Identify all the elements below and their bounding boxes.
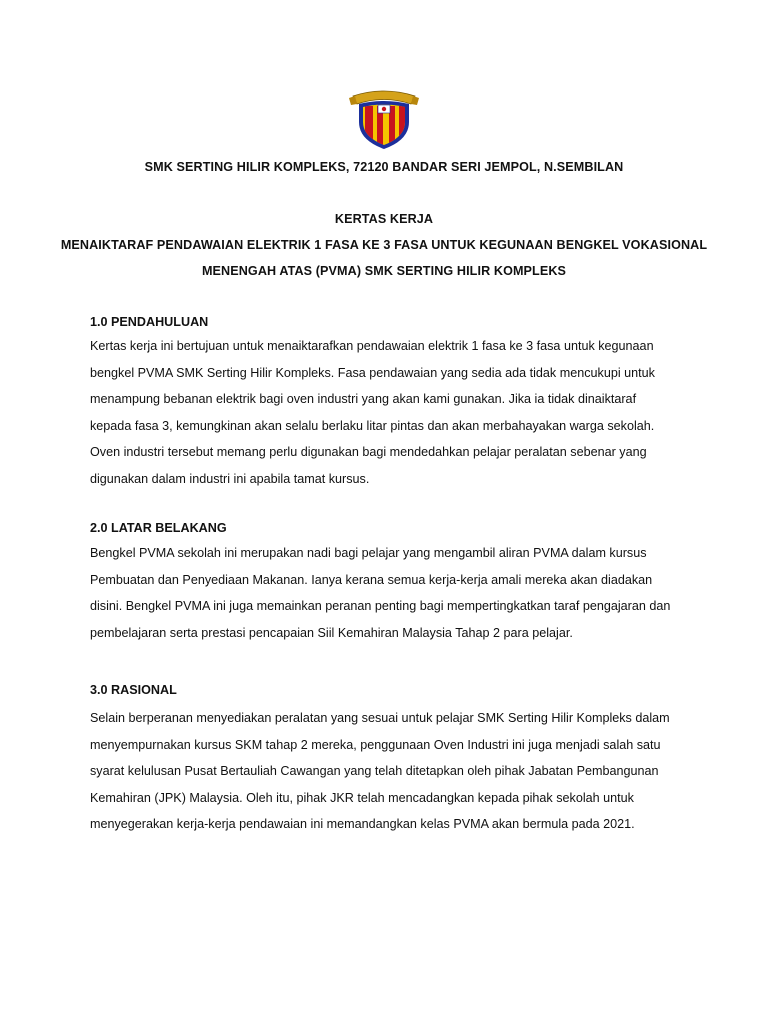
section-body-rasional — [90, 705, 690, 838]
paragraph-line: Selain berperanan menyediakan peralatan yang sesuai untuk pelajar SMK Serting Hilir Kompleks dalam — [90, 711, 670, 725]
document-title-line-1: MENAIKTARAF PENDAWAIAN ELEKTRIK 1 FASA KE 3 FASA UNTUK KEGUNAAN BENGKEL VOKASIONAL — [60, 238, 708, 252]
section-heading-pendahuluan: 1.0 PENDAHULUAN — [90, 315, 209, 329]
paragraph-line: bengkel PVMA SMK Serting Hilir Kompleks. Fasa pendawaian yang sedia ada tidak mencukupi untuk — [90, 365, 655, 380]
school-address: SMK SERTING HILIR KOMPLEKS, 72120 BANDAR SERI JEMPOL, N.SEMBILAN — [144, 160, 624, 174]
paragraph-line: disini. Bengkel PVMA ini juga memainkan peranan penting bagi mempertingkatkan taraf pengajaran dan — [90, 599, 671, 613]
document-title-line-2: MENENGAH ATAS (PVMA) SMK SERTING HILIR KOMPLEKS — [201, 264, 567, 278]
paragraph-line: Kemahiran (JPK) Malaysia. Oleh itu, pihak JKR telah mencadangkan kepada pihak sekolah untuk — [90, 790, 634, 805]
paragraph-line: digunakan dalam industri ini apabila tamat kursus. — [90, 471, 370, 486]
section-heading-latar-belakang: 2.0 LATAR BELAKANG — [90, 521, 227, 535]
paragraph-line: menampung bebanan elektrik bagi oven industri yang akan kami gunakan. Jika ia tidak dinaiktaraf — [90, 392, 637, 406]
school-crest-logo — [347, 86, 421, 150]
paragraph-line: pembelajaran serta prestasi pencapaian Siil Kemahiran Malaysia Tahap 2 para pelajar. — [90, 625, 573, 640]
paragraph-line: kepada fasa 3, kemungkinan akan selalu berlaku litar pintas dan akan merbahayakan warga sekolah. — [90, 418, 655, 433]
paragraph-line: Pembuatan dan Penyediaan Makanan. Ianya kerana semua kerja-kerja amali mereka akan diadakan — [90, 572, 653, 587]
section-body-latar-belakang — [90, 540, 690, 646]
section-body-pendahuluan — [90, 333, 690, 492]
paragraph-line: menyegerakan kerja-kerja pendawaian ini memandangkan kelas PVMA akan bermula pada 2021. — [90, 817, 635, 831]
document-type: KERTAS KERJA — [334, 212, 434, 226]
paragraph-line: Bengkel PVMA sekolah ini merupakan nadi bagi pelajar yang mengambil aliran PVMA dalam kursus — [90, 546, 647, 560]
paragraph-line: Kertas kerja ini bertujuan untuk menaiktarafkan pendawaian elektrik 1 fasa ke 3 fasa untuk kegunaan — [90, 339, 654, 353]
paragraph-line: Oven industri tersebut memang perlu digunakan bagi mendedahkan pelajar peralatan sebenar yang — [90, 445, 647, 459]
paragraph-line: syarat kelulusan Pusat Bertauliah Cawangan yang telah ditetapkan oleh pihak Jabatan Pembangunan — [90, 764, 659, 778]
section-heading-rasional: 3.0 RASIONAL — [90, 683, 177, 697]
paragraph-line: menyempurnakan kursus SKM tahap 2 mereka, penggunaan Oven Industri ini juga menjadi salah satu — [90, 737, 661, 752]
